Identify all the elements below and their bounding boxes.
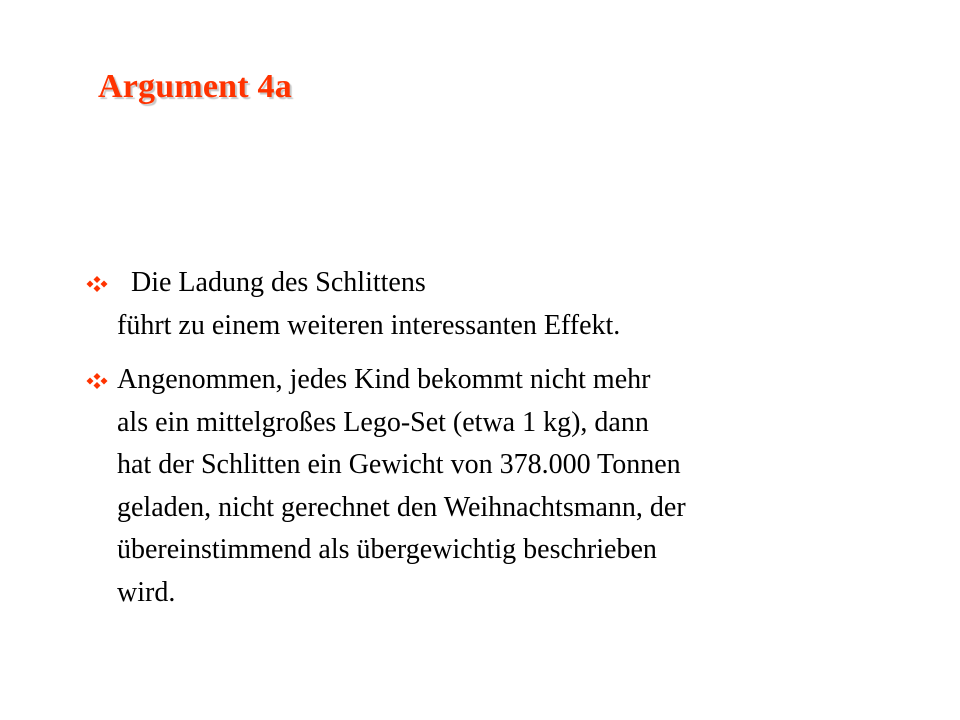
bullet-line: Angenommen, jedes Kind bekommt nicht mehr — [117, 364, 651, 395]
bullet-line: als ein mittelgroßes Lego-Set (etwa 1 kg), dann — [117, 406, 649, 438]
slide-title: Argument 4a — [98, 68, 292, 105]
bullet-line: geladen, nicht gerechnet den Weihnachtsmann, der — [117, 491, 686, 523]
bullet-line: führt zu einem weiteren interessanten Effekt. — [117, 309, 621, 341]
bullet-line: wird. — [117, 576, 176, 608]
diamond-bullet-icon — [86, 373, 108, 389]
bullet-line: Die Ladung des Schlittens — [131, 267, 426, 298]
bullet-list — [86, 262, 906, 614]
diamond-bullet-icon — [86, 276, 108, 292]
bullet-line: übereinstimmend als übergewichtig beschrieben — [117, 534, 657, 565]
bullet-item — [86, 262, 906, 347]
bullet-line: hat der Schlitten ein Gewicht von 378.000 Tonnen — [117, 449, 681, 480]
bullet-item — [86, 359, 906, 614]
